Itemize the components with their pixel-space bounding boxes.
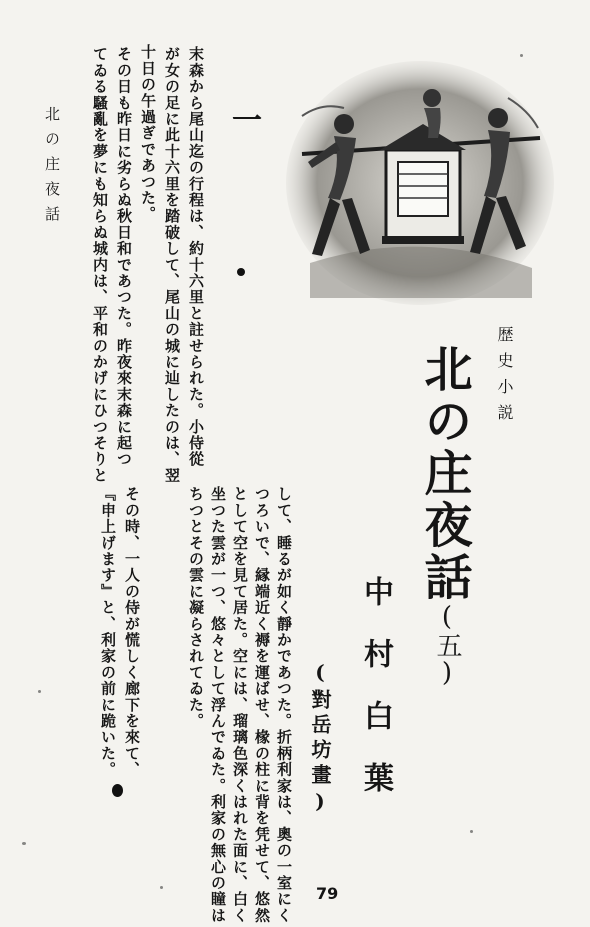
print-speck <box>160 886 163 889</box>
print-speck <box>520 54 523 57</box>
print-speck <box>470 830 473 833</box>
body-line: が女の足に此十六里を踏破して、尾山の城に辿したのは、翌 <box>163 46 181 484</box>
body-line: つろいで、縁端近く褥を運ばせ、椽の柱に背を凭せて、悠然 <box>253 486 271 924</box>
body-line: その時、一人の侍が慌しく廊下を來て、 <box>123 486 141 778</box>
body-line: 坐つた雲が一つ、悠々として浮んでゐた。利家の無心の瞳は <box>209 486 227 924</box>
body-line: 『申上げます』と、利家の前に跪いた。 <box>99 486 117 778</box>
part-number: (五) <box>432 602 462 688</box>
author-name: 中村白葉 <box>358 576 393 824</box>
illustrator-credit: (對岳坊畫) <box>308 660 332 818</box>
body-line: として空を見て居た。空には、瑠璃色深くはれた面に、白く <box>231 486 249 924</box>
running-head: 北の庄夜話 <box>43 106 61 231</box>
section-mark: 一 <box>226 104 261 134</box>
page-number: 79 <box>316 884 339 903</box>
story-title: 北の庄夜話 <box>416 344 472 604</box>
series-label: 歴史小説 <box>495 326 514 430</box>
section-bullet <box>237 268 245 276</box>
print-speck <box>22 842 26 845</box>
body-line: てゐる騷亂を夢にも知らぬ城内は、平和のかげにひつそりと <box>91 46 109 484</box>
body-line: ちつとその雲に凝らされてゐた。 <box>187 486 205 729</box>
body-line: その日も昨日に劣らぬ秋日和であつた。昨夜來末森に起つ <box>115 46 133 468</box>
body-line: 十日の午過ぎであつた。 <box>139 44 157 223</box>
body-line: して、睡るが如く靜かであつた。折柄利家は、奧の一室にく <box>275 486 293 924</box>
section-end-bullet <box>112 784 123 797</box>
palanquin-illustration <box>282 58 558 308</box>
body-line: 末森から尾山迄の行程は、約十六里と註せられた。小侍從 <box>187 46 205 468</box>
print-speck <box>38 690 41 693</box>
